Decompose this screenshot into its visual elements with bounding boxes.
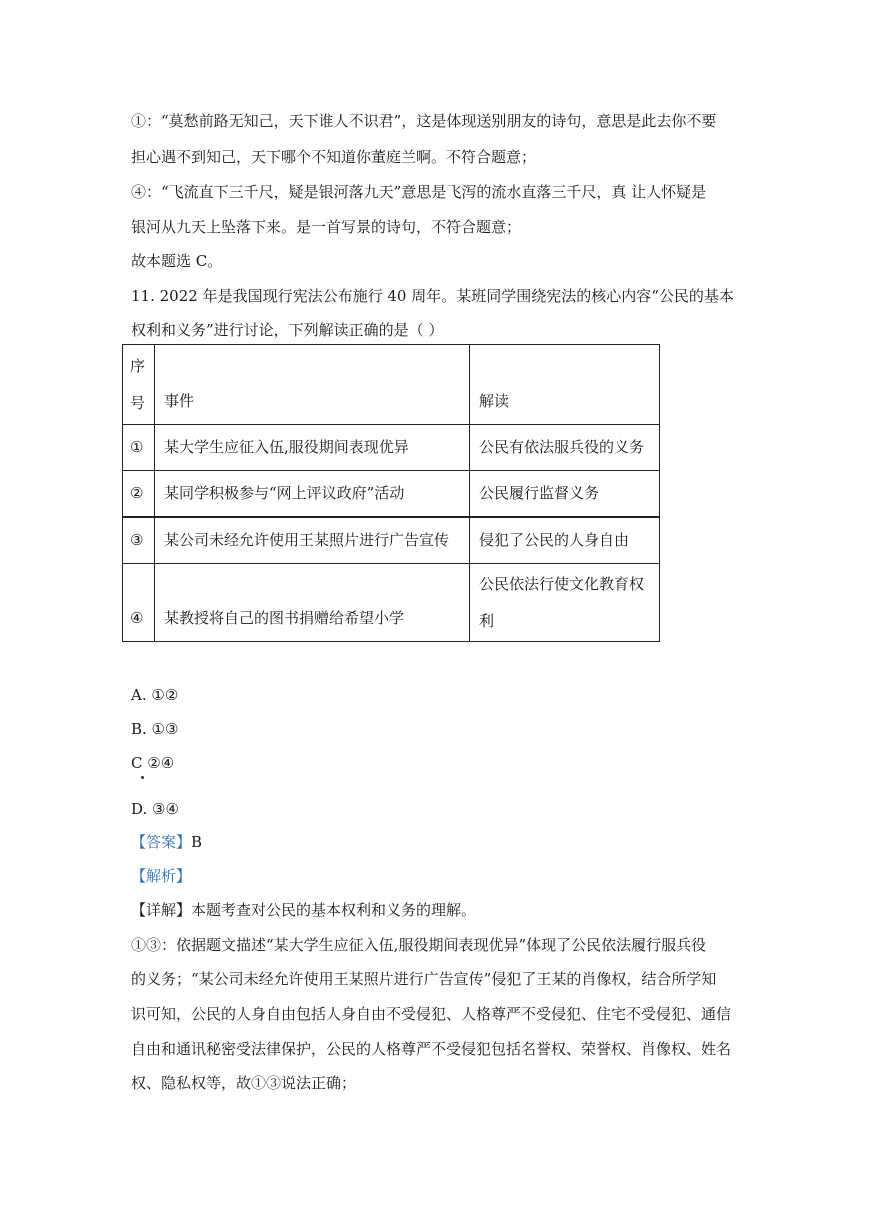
analysis-detail: 【详解】本题考查对公民的基本权利和义务的理解。 [131, 901, 477, 919]
analysis-line-4: 自由和通讯秘密受法律保护，公民的人格尊严不受侵犯包括名誉权、荣誉权、肖像权、姓名 [131, 1040, 732, 1058]
prev-para-1-line-2: 担心遇不到知己，天下哪个不知道你董庭兰啊。不符合题意； [131, 148, 537, 166]
row-num: ③ [123, 517, 155, 564]
row-explain-cell [470, 564, 660, 642]
prev-para-2-line-2: 银河从九天上坠落下来。是一首写景的诗句，不符合题意； [131, 218, 522, 236]
header-explain: 解读 [470, 345, 660, 425]
option-c-dot [141, 776, 144, 779]
header-num-1: 序 [130, 356, 146, 375]
row-num: ④ [123, 564, 155, 642]
row-explain-line-1: 公民依法行使文化教育权 [479, 574, 645, 593]
prev-para-1-line-1: ①：“莫愁前路无知己，天下谁人不识君”，这是体现送别朋友的诗句，意思是此去你不要 [131, 112, 717, 130]
row-explain: 侵犯了公民的人身自由 [470, 517, 660, 564]
row-event: 某同学积极参与“网上评议政府”活动 [155, 471, 470, 517]
row-explain-line-2: 利 [479, 611, 495, 630]
header-event: 事件 [155, 345, 470, 425]
header-num-cell [123, 345, 155, 425]
table-row [123, 471, 660, 517]
question-line-1: 11. 2022 年是我国现行宪法公布施行 40 周年。某班同学围绕宪法的核心内容“公民的基本 [131, 287, 734, 305]
option-d: D. ③④ [131, 800, 179, 818]
row-event: 某公司未经允许使用王某照片进行广告宣传 [155, 517, 470, 564]
analysis-line-1: ①③：依据题文描述“某大学生应征入伍,服役期间表现优异”体现了公民依法履行服兵役 [131, 936, 707, 954]
row-num: ① [123, 425, 155, 471]
row-event: 某教授将自己的图书捐赠给希望小学 [155, 564, 470, 642]
table-row [123, 425, 660, 471]
option-c: C ②④ [131, 754, 175, 772]
answer-value: B [191, 833, 203, 851]
row-explain: 公民有依法服兵役的义务 [470, 425, 660, 471]
analysis-line-3: 识可知，公民的人身自由包括人身自由不受侵犯、人格尊严不受侵犯、住宅不受侵犯、通信 [131, 1005, 732, 1023]
analysis-label: 【解析】 [131, 867, 192, 885]
table-row [123, 564, 660, 642]
table-header-row [123, 345, 660, 425]
option-a: A. ①② [131, 686, 179, 704]
prev-para-2-line-1: ④：“飞流直下三千尺，疑是银河落九天”意思是飞泻的流水直落三千尺，真 让人怀疑是 [131, 183, 707, 201]
answer-label: 【答案】 [131, 833, 192, 851]
answer-line [131, 832, 202, 852]
analysis-line-5: 权、隐私权等，故①③说法正确； [131, 1074, 357, 1092]
question-table [122, 344, 660, 642]
row-num: ② [123, 471, 155, 517]
header-num-2: 号 [130, 393, 146, 412]
prev-conclusion: 故本题选 C。 [131, 252, 223, 270]
row-event: 某大学生应征入伍,服役期间表现优异 [155, 425, 470, 471]
analysis-line-2: 的义务；“某公司未经允许使用王某照片进行广告宣传”侵犯了王某的肖像权，结合所学知 [131, 970, 717, 988]
table-row [123, 517, 660, 564]
row-explain: 公民履行监督义务 [470, 471, 660, 517]
option-b: B. ①③ [131, 720, 179, 738]
question-line-2: 权利和义务”进行讨论，下列解读正确的是（ ） [131, 321, 444, 339]
